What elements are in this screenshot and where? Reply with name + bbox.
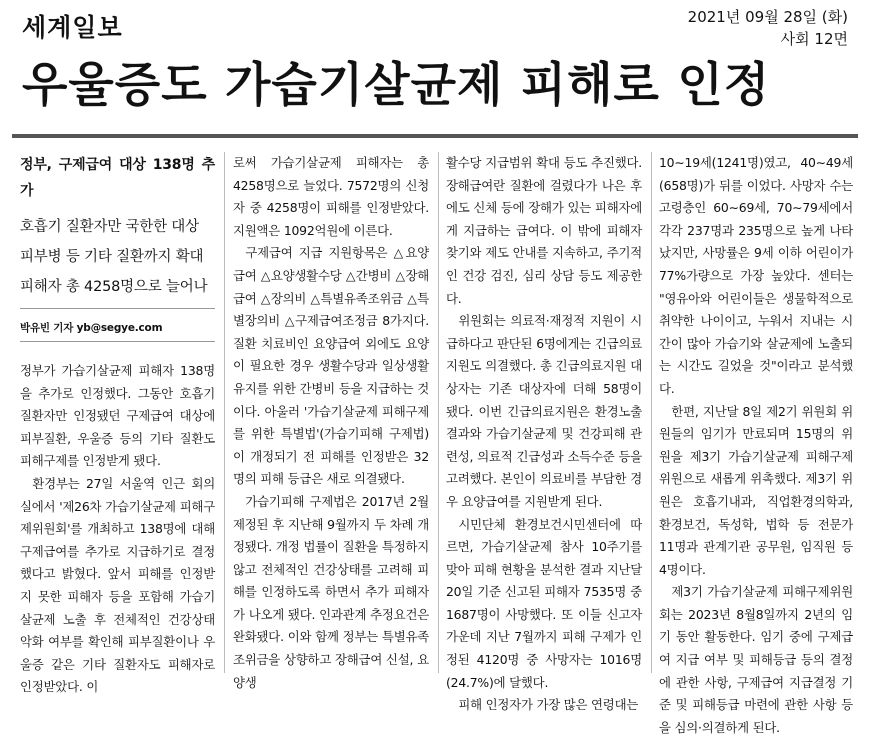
paragraph: 위원회는 의료적·재정적 지원이 시급하다고 판단된 6명에게는 긴급의료지원도 의결했다. 총 긴급의료지원 대상자는 기존 대상자에 더해 58명이 됐다. 이번 긴급의료지원은 환경노출 결과와 가습기살균제 및 건강피해 관련성, 의료적 긴급성과 소득수준 등을 고려했다. 본인이 의료비를 부담한 경우 요양급여를 지원받게 된다. bbox=[446, 313, 642, 509]
deck-line: 호흡기 질환자만 국한한 대상 bbox=[20, 219, 199, 235]
paragraph: 제3기 가습기살균제 피해구제위원회는 2023년 8월8일까지 2년의 임기 동안 활동한다. 임기 중에 구제급여 지급 여부 및 피해등급 등의 결정에 관한 사항, 구제급여 지급결정 기준 및 피해등급 마련에 관한 사항 등을 심의·의결하게 된다. bbox=[659, 584, 853, 735]
section: 사회 12면 bbox=[780, 30, 848, 48]
column-1 bbox=[20, 152, 215, 695]
paragraph: 시민단체 환경보건시민센터에 따르면, 가습기살균제 참사 10주기를 맞아 피해 현황을 분석한 결과 지난달 20일 기준 신고된 피해자 7535명 중 1687명이 사망했다. 또 이들 신고자 가운데 지난 7월까지 피해 구제가 인정된 4120명 중 사망자는 1016명(24.7%)에 달했다. bbox=[446, 516, 642, 690]
masthead: 세계일보 bbox=[22, 13, 123, 42]
subhead: 정부, 구제급여 대상 138명 추가 bbox=[20, 157, 215, 199]
headline-rule bbox=[12, 134, 858, 138]
deck bbox=[20, 212, 215, 309]
dateline bbox=[688, 6, 848, 50]
paragraph: 정부가 가습기살균제 피해자 138명을 추가로 인정했다. 그동안 호흡기 질환자만 인정됐던 구제급여 대상에 피부질환, 우울증 등의 기타 질환도 피해구제를 인정받게 됐다. bbox=[20, 363, 215, 469]
deck-line: 피해자 총 4258명으로 늘어나 bbox=[20, 279, 208, 295]
column-4 bbox=[659, 152, 853, 735]
paragraph: 10∼19세(1241명)였고, 40∼49세(658명)가 뒤를 이었다. 사망자 수는 고령층인 60∼69세, 70∼79세에서 각각 237명과 235명으로 높게 나타났지만, 사망률은 9세 이하 어린이가 77%가량으로 가장 높았다. 센터는 "영유아와 어린이들은 생물학적으로 취약한 나이이고, 누워서 지내는 시간이 많아 가습기와 살균제에 노출되는 시간도 길었을 것"이라고 분석했다. bbox=[659, 155, 853, 396]
headline: 우울증도 가습기살균제 피해로 인정 bbox=[22, 58, 771, 113]
paragraph: 피해 인정자가 가장 많은 연령대는 bbox=[458, 697, 639, 713]
date: 2021년 09월 28일 (화) bbox=[687, 8, 848, 26]
byline: 박유빈 기자 yb@segye.com bbox=[20, 319, 215, 342]
deck-line: 피부병 등 기타 질환까지 확대 bbox=[20, 249, 204, 265]
column-2 bbox=[233, 152, 429, 690]
paragraph: 환경부는 27일 서울역 인근 회의실에서 '제26차 가습기살균제 피해구제위원회'를 개최하고 138명에 대해 구제급여를 추가로 지급하기로 결정했다고 밝혔다. 앞서 피해를 인정받지 못한 피해자 등을 포함해 가습기살균제 노출 후 전체적인 건강상태 악화 여부를 확인해 피부질환이나 우울증 같은 기타 질환자도 피해자로 인정받았다. 이 bbox=[20, 475, 215, 695]
column-divider bbox=[438, 152, 439, 673]
paragraph: 활수당 지급범위 확대 등도 추진했다. 장해급여란 질환에 걸렸다가 나은 후에도 신체 등에 장해가 있는 피해자에게 지급하는 급여다. 이 밖에 피해자 찾기와 제도 안내를 지속하고, 주기적인 건강 검진, 심리 상담 등도 제공한다. bbox=[446, 155, 642, 306]
column-3 bbox=[446, 152, 642, 713]
column-divider bbox=[224, 152, 225, 673]
paragraph: 로써 가습기살균제 피해자는 총 4258명으로 늘었다. 7572명의 신청자 중 4258명이 피해를 인정받았다. 지원액은 1092억원에 이른다. bbox=[233, 155, 429, 238]
paragraph: 가습기피해 구제법은 2017년 2월 제정된 후 지난해 9월까지 두 차례 개정됐다. 개정 법률이 질환을 특정하지 않고 전체적인 건강상태를 고려해 피해를 인정하도록 하면서 추가 피해자가 나오게 됐다. 인과관계 추정요건은 완화됐다. 이와 함께 정부는 특별유족조위금을 상향하고 장해급여 신설, 요양생 bbox=[233, 493, 429, 690]
column-divider bbox=[651, 152, 652, 673]
paragraph: 구제급여 지급 지원항목은 △요양급여 △요양생활수당 △간병비 △장해급여 △장의비 △특별유족조위금 △특별장의비 △구제급여조정금 8가지다. 질환 치료비인 요양급여 외에도 요양이 필요한 경우 생활수당과 일상생활 유지를 위한 간병비 등을 지급하는 것이다. 아울러 '가습기살균제 피해구제를 위한 특별법'(가습기피해 구제법)이 개정되기 전 피해를 인정받은 32명의 피해 등급은 새로 의결됐다. bbox=[233, 245, 429, 487]
paragraph: 한편, 지난달 8일 제2기 위원회 위원들의 임기가 만료되며 15명의 위원을 제3기 가습기살균제 피해구제위원으로 새롭게 위촉했다. 제3기 위원은 호흡기내과, 직업환경의학과, 환경보건, 독성학, 법학 등 전문가 11명과 관계기관 공무원, 임직원 등 4명이다. bbox=[659, 403, 853, 577]
